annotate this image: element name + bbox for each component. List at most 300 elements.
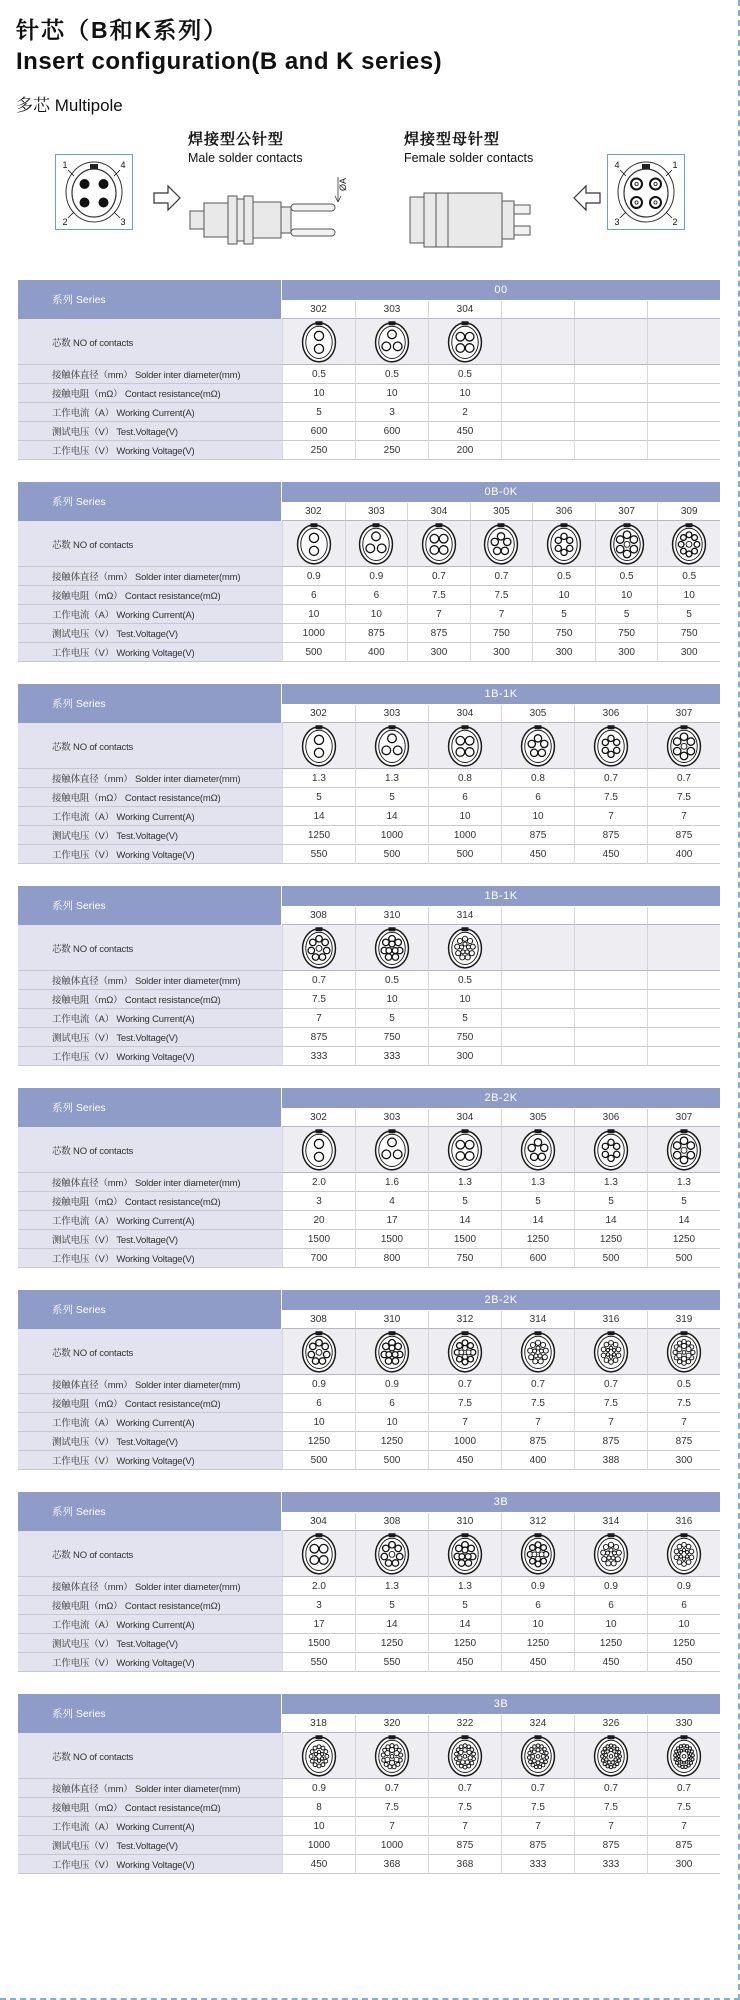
insert-face-3-contacts [356,521,396,566]
insert-face-14-contacts [518,1329,558,1374]
row-label-resistance: 接触电阻（mΩ） Contact resistance(mΩ) [18,1394,282,1413]
row-label-test_voltage: 测试电压（V） Test.Voltage(V) [18,624,282,643]
spec-value-current: 7 [574,1817,647,1836]
empty-cell [501,1009,574,1028]
model-number: 305 [501,705,574,723]
spec-value-diameter: 0.9 [282,1779,355,1798]
spec-value-test_voltage: 875 [574,1836,647,1855]
insert-icon-cell [355,1733,428,1779]
model-number: 302 [282,705,355,723]
row-label-contacts: 芯数 NO of contacts [18,723,282,769]
spec-value-current: 10 [647,1615,720,1634]
model-number: 312 [501,1513,574,1531]
empty-cell [501,422,574,441]
model-number: 304 [407,503,470,521]
insert-icon-cell [574,1531,647,1577]
model-number: 326 [574,1715,647,1733]
insert-icon-cell [501,1733,574,1779]
spec-table-6-2b-2k [18,1290,720,1470]
series-name: 1B-1K [282,684,720,705]
empty-cell [574,384,647,403]
row-label-working_voltage: 工作电压（V） Working Voltage(V) [18,845,282,864]
spec-value-current: 7 [355,1817,428,1836]
spec-value-resistance: 5 [355,1596,428,1615]
spec-value-test_voltage: 600 [355,422,428,441]
empty-cell [574,990,647,1009]
model-number: 310 [355,907,428,925]
series-name: 2B-2K [282,1088,720,1109]
spec-value-working_voltage: 800 [355,1249,428,1268]
spec-value-test_voltage: 1000 [428,1432,501,1451]
spec-value-diameter: 1.3 [282,769,355,788]
spec-value-current: 10 [428,807,501,826]
row-label-diameter: 接触体直径（mm） Solder inter diameter(mm) [18,1173,282,1192]
insert-face-12-contacts [445,1329,485,1374]
model-number [501,907,574,925]
spec-value-diameter: 1.3 [428,1173,501,1192]
spec-value-diameter: 1.3 [501,1173,574,1192]
spec-value-test_voltage: 1250 [574,1230,647,1249]
spec-value-test_voltage: 600 [282,422,355,441]
insert-icon-cell [282,1329,355,1375]
empty-cell [501,990,574,1009]
spec-value-current: 7 [282,1009,355,1028]
spec-value-working_voltage: 550 [355,1653,428,1672]
spec-value-test_voltage: 1500 [355,1230,428,1249]
spec-value-test_voltage: 1500 [282,1634,355,1653]
spec-value-working_voltage: 450 [501,845,574,864]
spec-value-diameter: 1.3 [355,1577,428,1596]
spec-value-diameter: 0.9 [282,1375,355,1394]
row-label-contacts: 芯数 NO of contacts [18,1733,282,1779]
spec-value-working_voltage: 500 [355,1451,428,1470]
model-number: 303 [345,503,408,521]
spec-table-3-1b-1k [18,684,720,864]
insert-icon-cell [574,1127,647,1173]
empty-cell [574,1028,647,1047]
spec-value-test_voltage: 1000 [282,624,345,643]
page-subtitle: 多芯 Multipole [16,96,123,115]
spec-value-test_voltage: 875 [574,826,647,845]
model-number: 305 [501,1109,574,1127]
spec-value-current: 5 [532,605,595,624]
insert-face-5-contacts [518,1127,558,1172]
spec-value-resistance: 7.5 [647,1798,720,1817]
empty-cell [647,319,720,365]
row-label-contacts: 芯数 NO of contacts [18,319,282,365]
row-label-diameter: 接触体直径（mm） Solder inter diameter(mm) [18,1779,282,1798]
row-label-contacts: 芯数 NO of contacts [18,925,282,971]
spec-value-diameter: 1.3 [647,1173,720,1192]
spec-value-current: 10 [282,1817,355,1836]
insert-icon-cell [647,1329,720,1375]
spec-value-current: 7 [574,1413,647,1432]
row-label-working_voltage: 工作电压（V） Working Voltage(V) [18,1451,282,1470]
spec-value-current: 10 [282,605,345,624]
model-number: 314 [574,1513,647,1531]
empty-cell [501,971,574,990]
row-label-working_voltage: 工作电压（V） Working Voltage(V) [18,441,282,460]
row-label-diameter: 接触体直径（mm） Solder inter diameter(mm) [18,365,282,384]
insert-face-7-contacts [664,723,704,768]
empty-cell [647,403,720,422]
spec-value-test_voltage: 750 [355,1028,428,1047]
spec-value-diameter: 0.9 [355,1375,428,1394]
row-label-working_voltage: 工作电压（V） Working Voltage(V) [18,1653,282,1672]
insert-icon-cell [428,723,501,769]
series-name: 3B [282,1694,720,1715]
model-number: 320 [355,1715,428,1733]
spec-value-working_voltage: 500 [282,1451,355,1470]
insert-face-2-contacts [299,1127,339,1172]
empty-cell [501,384,574,403]
spec-value-working_voltage: 750 [428,1249,501,1268]
spec-value-resistance: 5 [574,1192,647,1211]
spec-value-diameter: 0.9 [282,567,345,586]
row-label-current: 工作电流（A） Working Current(A) [18,1817,282,1836]
spec-value-resistance: 10 [282,384,355,403]
spec-value-working_voltage: 368 [428,1855,501,1874]
series-row-label: 系列 Series [18,1088,282,1127]
empty-cell [501,1047,574,1066]
model-number [574,301,647,319]
row-label-test_voltage: 测试电压（V） Test.Voltage(V) [18,1432,282,1451]
model-number: 302 [282,503,345,521]
arrow-left-icon [572,184,602,217]
insert-icon-cell [428,1329,501,1375]
insert-face-4-contacts [299,1531,339,1576]
spec-value-current: 7 [574,807,647,826]
spec-tables [0,280,738,1874]
insert-icon-cell [501,1127,574,1173]
insert-face-12-contacts [518,1531,558,1576]
spec-value-resistance: 10 [428,384,501,403]
spec-value-diameter: 1.3 [428,1577,501,1596]
page-header [0,12,738,116]
insert-face-16-contacts [664,1531,704,1576]
spec-value-diameter: 0.9 [345,567,408,586]
row-label-diameter: 接触体直径（mm） Solder inter diameter(mm) [18,971,282,990]
insert-icon-cell [574,1733,647,1779]
spec-value-current: 14 [355,1615,428,1634]
spec-value-test_voltage: 875 [407,624,470,643]
row-label-working_voltage: 工作电压（V） Working Voltage(V) [18,1249,282,1268]
insert-icon-cell [428,925,501,971]
spec-value-working_voltage: 300 [407,643,470,662]
spec-value-current: 5 [428,1009,501,1028]
insert-face-16-contacts [591,1329,631,1374]
insert-icon-cell [595,521,658,567]
spec-value-test_voltage: 875 [501,826,574,845]
spec-value-current: 7 [501,1817,574,1836]
spec-value-resistance: 6 [355,1394,428,1413]
spec-value-resistance: 7.5 [647,1394,720,1413]
model-number: 308 [355,1513,428,1531]
spec-table-2-0b-0k [18,482,720,662]
row-label-contacts: 芯数 NO of contacts [18,1329,282,1375]
spec-value-test_voltage: 1250 [574,1634,647,1653]
row-label-resistance: 接触电阻（mΩ） Contact resistance(mΩ) [18,586,282,605]
spec-value-diameter: 0.5 [595,567,658,586]
spec-value-working_voltage: 450 [428,1451,501,1470]
row-label-test_voltage: 测试电压（V） Test.Voltage(V) [18,826,282,845]
spec-value-test_voltage: 1000 [355,1836,428,1855]
spec-table-4-1b-1k [18,886,720,1066]
spec-value-current: 10 [501,1615,574,1634]
model-number: 302 [282,301,355,319]
spec-value-test_voltage: 1000 [355,826,428,845]
svg-text:2: 2 [672,217,678,227]
spec-value-current: 17 [282,1615,355,1634]
spec-value-working_voltage: 500 [574,1249,647,1268]
spec-value-test_voltage: 875 [647,1836,720,1855]
spec-value-test_voltage: 750 [657,624,720,643]
spec-table-8-3b [18,1694,720,1874]
spec-value-working_voltage: 550 [282,1653,355,1672]
model-number: 303 [355,705,428,723]
spec-value-working_voltage: 333 [355,1047,428,1066]
spec-value-current: 5 [282,403,355,422]
spec-value-current: 14 [355,807,428,826]
insert-icon-cell [647,1733,720,1779]
spec-value-test_voltage: 1250 [282,1432,355,1451]
spec-value-working_voltage: 500 [282,643,345,662]
spec-value-diameter: 0.7 [574,1375,647,1394]
model-number [574,907,647,925]
page-title-en: Insert configuration(B and K series) [16,48,443,75]
spec-value-working_voltage: 500 [355,845,428,864]
spec-value-test_voltage: 875 [647,826,720,845]
spec-value-diameter: 1.6 [355,1173,428,1192]
spec-value-resistance: 10 [657,586,720,605]
model-number: 310 [428,1513,501,1531]
spec-value-working_voltage: 333 [501,1855,574,1874]
empty-cell [574,1009,647,1028]
spec-value-resistance: 10 [532,586,595,605]
insert-face-8-contacts [299,925,339,970]
row-label-current: 工作电流（A） Working Current(A) [18,1009,282,1028]
spec-value-resistance: 7.5 [574,788,647,807]
model-number: 312 [428,1311,501,1329]
series-name: 2B-2K [282,1290,720,1311]
spec-value-resistance: 5 [647,1192,720,1211]
model-number: 330 [647,1715,720,1733]
spec-value-working_voltage: 450 [282,1855,355,1874]
spec-value-diameter: 0.7 [407,567,470,586]
row-label-current: 工作电流（A） Working Current(A) [18,403,282,422]
spec-value-working_voltage: 400 [345,643,408,662]
row-label-current: 工作电流（A） Working Current(A) [18,1413,282,1432]
insert-icon-cell [428,1733,501,1779]
spec-value-test_voltage: 875 [428,1836,501,1855]
spec-value-resistance: 7.5 [407,586,470,605]
spec-value-test_voltage: 875 [345,624,408,643]
spec-value-current: 17 [355,1211,428,1230]
insert-face-10-contacts [372,1329,412,1374]
insert-icon-cell [501,723,574,769]
spec-value-diameter: 0.7 [501,1375,574,1394]
spec-value-resistance: 6 [647,1596,720,1615]
row-label-test_voltage: 测试电压（V） Test.Voltage(V) [18,1634,282,1653]
svg-text:4: 4 [120,160,126,170]
model-number: 303 [355,301,428,319]
spec-value-test_voltage: 1000 [428,826,501,845]
spec-value-resistance: 6 [428,788,501,807]
spec-value-resistance: 10 [595,586,658,605]
model-number: 307 [647,705,720,723]
empty-cell [501,365,574,384]
spec-value-diameter: 0.9 [574,1577,647,1596]
empty-cell [647,441,720,460]
model-number: 306 [574,705,647,723]
insert-icon-cell [532,521,595,567]
spec-value-current: 7 [428,1817,501,1836]
spec-value-test_voltage: 875 [501,1432,574,1451]
row-label-resistance: 接触电阻（mΩ） Contact resistance(mΩ) [18,990,282,1009]
spec-value-diameter: 0.7 [574,769,647,788]
insert-icon-cell [282,1531,355,1577]
spec-value-working_voltage: 250 [355,441,428,460]
spec-value-resistance: 6 [501,1596,574,1615]
spec-value-current: 14 [574,1211,647,1230]
row-label-test_voltage: 测试电压（V） Test.Voltage(V) [18,422,282,441]
insert-face-7-contacts [607,521,647,566]
model-number: 314 [501,1311,574,1329]
spec-value-resistance: 7.5 [501,1394,574,1413]
spec-value-diameter: 2.0 [282,1173,355,1192]
spec-value-diameter: 0.7 [647,769,720,788]
spec-value-diameter: 0.5 [428,365,501,384]
insert-icon-cell [282,1127,355,1173]
spec-value-test_voltage: 750 [428,1028,501,1047]
model-number: 302 [282,1109,355,1127]
spec-value-current: 7 [647,1817,720,1836]
spec-value-current: 14 [501,1211,574,1230]
model-number: 307 [647,1109,720,1127]
empty-cell [501,319,574,365]
spec-value-resistance: 10 [355,384,428,403]
spec-value-resistance: 5 [282,788,355,807]
spec-value-current: 7 [470,605,533,624]
spec-value-diameter: 0.7 [574,1779,647,1798]
spec-value-resistance: 7.5 [470,586,533,605]
spec-value-resistance: 5 [501,1192,574,1211]
spec-value-working_voltage: 300 [428,1047,501,1066]
spec-value-working_voltage: 400 [501,1451,574,1470]
series-row-label: 系列 Series [18,1694,282,1733]
empty-cell [574,971,647,990]
spec-value-current: 10 [501,807,574,826]
svg-text:1: 1 [62,160,68,170]
model-number: 307 [595,503,658,521]
row-label-contacts: 芯数 NO of contacts [18,521,282,567]
row-label-test_voltage: 测试电压（V） Test.Voltage(V) [18,1028,282,1047]
spec-value-current: 14 [282,807,355,826]
series-name: 1B-1K [282,886,720,907]
female-label-en: Female solder contacts [404,151,534,165]
spec-value-resistance: 7.5 [647,788,720,807]
empty-cell [501,403,574,422]
spec-value-working_voltage: 250 [282,441,355,460]
spec-value-diameter: 1.3 [355,769,428,788]
insert-face-14-contacts [445,925,485,970]
spec-value-resistance: 6 [501,788,574,807]
insert-icon-cell [355,319,428,365]
row-label-current: 工作电流（A） Working Current(A) [18,1615,282,1634]
insert-face-6-contacts [591,723,631,768]
empty-cell [574,925,647,971]
series-row-label: 系列 Series [18,886,282,925]
insert-icon-cell [355,723,428,769]
spec-value-resistance: 6 [345,586,408,605]
spec-table-1-00 [18,280,720,460]
insert-face-9-contacts [669,521,709,566]
model-number: 304 [428,1109,501,1127]
empty-cell [574,403,647,422]
insert-face-3-contacts [372,723,412,768]
spec-value-working_voltage: 300 [595,643,658,662]
model-number: 319 [647,1311,720,1329]
insert-icon-cell [355,925,428,971]
model-number: 318 [282,1715,355,1733]
spec-value-diameter: 0.5 [532,567,595,586]
model-number: 303 [355,1109,428,1127]
empty-cell [647,1009,720,1028]
insert-face-26-contacts [591,1733,631,1778]
insert-face-2-contacts [299,723,339,768]
spec-value-working_voltage: 500 [428,845,501,864]
series-row-label: 系列 Series [18,482,282,521]
model-number: 308 [282,1311,355,1329]
spec-value-current: 14 [428,1211,501,1230]
insert-icon-cell [647,723,720,769]
male-face-icon [56,155,132,229]
empty-cell [647,925,720,971]
row-label-diameter: 接触体直径（mm） Solder inter diameter(mm) [18,1375,282,1394]
spec-value-resistance: 10 [355,990,428,1009]
empty-cell [647,971,720,990]
insert-face-10-contacts [445,1531,485,1576]
spec-value-diameter: 0.5 [657,567,720,586]
spec-value-test_voltage: 1250 [647,1230,720,1249]
row-label-resistance: 接触电阻（mΩ） Contact resistance(mΩ) [18,384,282,403]
insert-face-22-contacts [445,1733,485,1778]
spec-value-working_voltage: 333 [574,1855,647,1874]
insert-icon-cell [282,319,355,365]
series-row-label: 系列 Series [18,1492,282,1531]
model-number: 304 [282,1513,355,1531]
spec-value-current: 20 [282,1211,355,1230]
spec-value-working_voltage: 368 [355,1855,428,1874]
insert-icon-cell [428,1531,501,1577]
insert-face-4-contacts [419,521,459,566]
spec-value-test_voltage: 875 [282,1028,355,1047]
empty-cell [501,925,574,971]
row-label-working_voltage: 工作电压（V） Working Voltage(V) [18,1047,282,1066]
empty-cell [647,1028,720,1047]
male-label-en: Male solder contacts [188,151,303,165]
spec-value-test_voltage: 1500 [428,1230,501,1249]
spec-value-resistance: 7.5 [501,1798,574,1817]
row-label-diameter: 接触体直径（mm） Solder inter diameter(mm) [18,567,282,586]
arrow-right-icon [152,184,182,217]
series-name: 3B [282,1492,720,1513]
spec-value-working_voltage: 388 [574,1451,647,1470]
empty-cell [574,319,647,365]
spec-value-current: 5 [355,1009,428,1028]
empty-cell [574,422,647,441]
insert-face-4-contacts [445,723,485,768]
